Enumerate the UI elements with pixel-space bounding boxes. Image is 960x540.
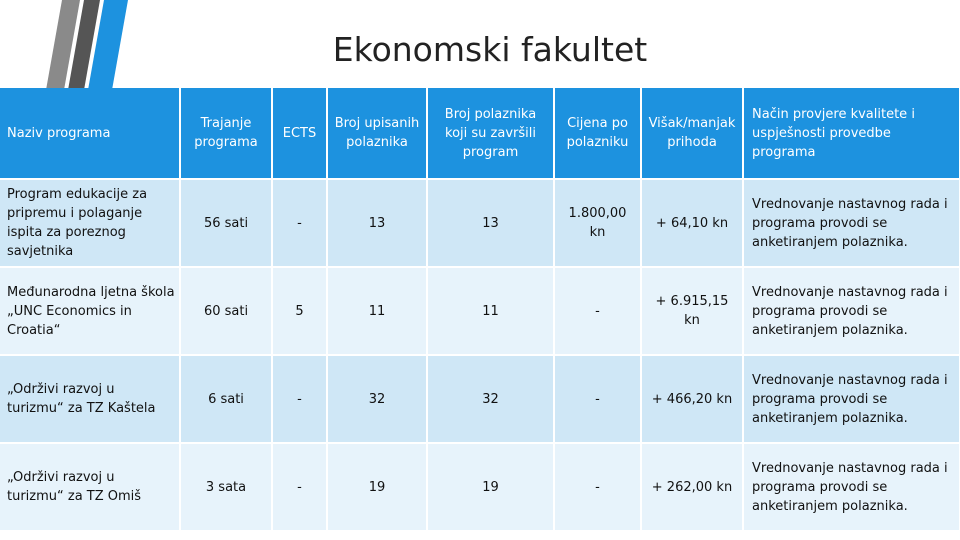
cell-price: - <box>554 267 641 355</box>
header-price: Cijena po polazniku <box>554 88 641 179</box>
header-surplus: Višak/manjak prihoda <box>641 88 743 179</box>
cell-ects: - <box>272 443 327 531</box>
table-row <box>0 355 960 443</box>
cell-surplus: + 262,00 kn <box>641 443 743 531</box>
header-enrolled: Broj upisanih polaznika <box>327 88 427 179</box>
cell-quality-method: Vrednovanje nastavnog rada i programa provodi se anketiranjem polaznika. <box>743 443 960 531</box>
cell-program-name: Međunarodna ljetna škola „UNC Economics in Croatia“ <box>0 267 180 355</box>
cell-enrolled: 13 <box>327 179 427 267</box>
cell-completed: 13 <box>427 179 554 267</box>
cell-quality-method: Vrednovanje nastavnog rada i programa provodi se anketiranjem polaznika. <box>743 267 960 355</box>
table-header-row <box>0 88 960 179</box>
cell-completed: 11 <box>427 267 554 355</box>
cell-program-name: „Održivi razvoj u turizmu“ za TZ Omiš <box>0 443 180 531</box>
cell-price: - <box>554 355 641 443</box>
cell-quality-method: Vrednovanje nastavnog rada i programa provodi se anketiranjem polaznika. <box>743 355 960 443</box>
cell-duration: 3 sata <box>180 443 272 531</box>
cell-surplus: + 6.915,15 kn <box>641 267 743 355</box>
cell-quality-method: Vrednovanje nastavnog rada i programa provodi se anketiranjem polaznika. <box>743 179 960 267</box>
cell-duration: 56 sati <box>180 179 272 267</box>
table-row <box>0 179 960 267</box>
header-program-name: Naziv programa <box>0 88 180 179</box>
cell-program-name: Program edukacije za pripremu i polaganje ispita za poreznog savjetnika <box>0 179 180 267</box>
cell-price: - <box>554 443 641 531</box>
page-title: Ekonomski fakultet <box>332 30 648 69</box>
cell-duration: 6 sati <box>180 355 272 443</box>
header-ects: ECTS <box>272 88 327 179</box>
cell-completed: 19 <box>427 443 554 531</box>
cell-completed: 32 <box>427 355 554 443</box>
cell-ects: 5 <box>272 267 327 355</box>
cell-ects: - <box>272 355 327 443</box>
cell-program-name: „Održivi razvoj u turizmu“ za TZ Kaštela <box>0 355 180 443</box>
cell-duration: 60 sati <box>180 267 272 355</box>
cell-surplus: + 64,10 kn <box>641 179 743 267</box>
cell-surplus: + 466,20 kn <box>641 355 743 443</box>
cell-enrolled: 11 <box>327 267 427 355</box>
cell-ects: - <box>272 179 327 267</box>
cell-price: 1.800,00 kn <box>554 179 641 267</box>
header-completed: Broj polaznika koji su završili program <box>427 88 554 179</box>
header-duration: Trajanje programa <box>180 88 272 179</box>
cell-enrolled: 19 <box>327 443 427 531</box>
header-quality-method: Način provjere kvalitete i uspješnosti provedbe programa <box>743 88 960 179</box>
programs-table <box>0 88 960 532</box>
table-row <box>0 443 960 531</box>
cell-enrolled: 32 <box>327 355 427 443</box>
table-row <box>0 267 960 355</box>
